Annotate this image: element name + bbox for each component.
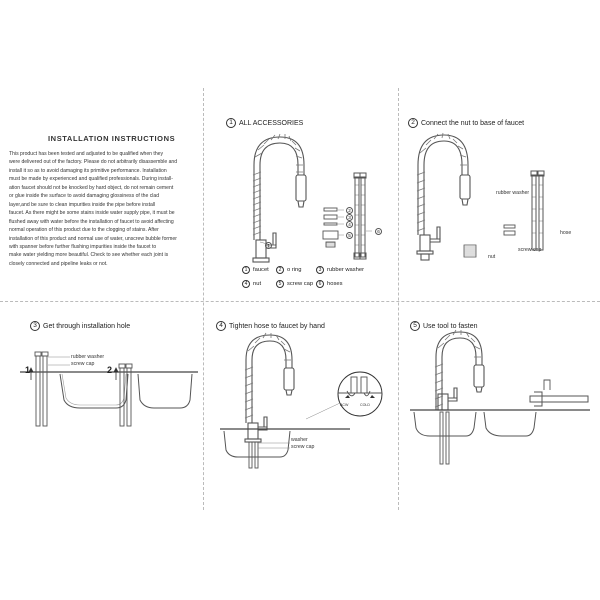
step-2-illustration xyxy=(412,135,572,265)
step-3-digit-2: 2 xyxy=(107,365,113,375)
callout-number: 3 xyxy=(346,214,353,221)
parts-stack xyxy=(323,208,338,247)
step-5-heading xyxy=(410,321,477,331)
legend-number: 4 xyxy=(242,280,250,288)
legend-item xyxy=(242,280,261,288)
divider-vertical-1 xyxy=(203,88,204,510)
instructions-line: installation of this product and normal use of water, unscrew bubble former xyxy=(9,235,177,242)
step-2-heading xyxy=(408,118,524,128)
legend-label: screw cap xyxy=(287,281,314,287)
detail-label-left: ACW xyxy=(340,403,349,407)
step-number: 4 xyxy=(216,321,226,331)
step-3-heading xyxy=(30,321,130,331)
legend-number: 5 xyxy=(276,280,284,288)
legend-item xyxy=(316,280,342,288)
label-screw-cap: screw cap xyxy=(518,247,542,253)
instructions-line: make water yielding more beautiful. Check to see whether each joint is xyxy=(9,252,169,259)
instructions-line: This product has been tested and adjusted to be qualified when they xyxy=(9,151,164,157)
step-number: 2 xyxy=(408,118,418,128)
label-washer: washer xyxy=(291,437,308,443)
instructions-line: flushed away with water before the installation of faucet to avoid affecting xyxy=(9,218,174,225)
legend-number: 2 xyxy=(276,266,284,274)
callout-number: 6 xyxy=(375,228,382,235)
accessories-illustration xyxy=(220,135,390,265)
instructions-line: must be made by experienced and qualified professionals. During install- xyxy=(9,176,173,183)
legend-label: faucet xyxy=(253,267,269,273)
step-title: Get through installation hole xyxy=(43,322,131,330)
instructions-line: normal operation of this product due to the clogging of stains. After xyxy=(9,227,159,234)
step-number: 5 xyxy=(410,321,420,331)
label-nut: nut xyxy=(488,254,496,260)
callout-number: 5 xyxy=(346,232,353,239)
label-screw-cap: screw cap xyxy=(291,444,315,450)
divider-vertical-2 xyxy=(398,88,399,510)
step-5-illustration xyxy=(410,332,592,467)
step-3-digit-1: 1 xyxy=(25,365,31,375)
step-4-heading xyxy=(216,321,325,331)
step-title: Connect the nut to base of faucet xyxy=(421,119,525,127)
instructions-line: faucet. As there might be some stains inside water supply pipe, it must be xyxy=(9,210,175,217)
legend-label: rubber washer xyxy=(327,267,365,273)
step-title: ALL ACCESSORIES xyxy=(239,119,304,127)
callout-number: 1 xyxy=(265,242,272,249)
legend-item xyxy=(316,266,364,274)
step-1-heading xyxy=(226,118,303,128)
instructions-line: with spanner before further flushing impurities inside the faucet to xyxy=(9,243,157,250)
legend-number: 6 xyxy=(316,280,324,288)
label-rubber-washer: rubber washer xyxy=(496,190,530,196)
hoses-drawing xyxy=(354,173,366,259)
instructions-body xyxy=(9,150,194,268)
callout-number: 4 xyxy=(346,221,353,228)
detail-label-right: COLD xyxy=(360,403,370,407)
step-number: 3 xyxy=(30,321,40,331)
instructions-line: or glue inside the surface to avoid damaging glossiness of the clad xyxy=(9,193,160,200)
faucet-drawing xyxy=(253,134,306,262)
legend-label: o ring xyxy=(287,267,302,273)
instructions-line: layer,and be sure to clean impurities inside the pipe before install xyxy=(9,201,156,208)
legend-number: 1 xyxy=(242,266,250,274)
instructions-line: install it so as to avoid damaging its primitive performance. Installation xyxy=(9,167,167,174)
legend-item xyxy=(242,266,269,274)
legend-item xyxy=(276,266,302,274)
label-screw-cap: screw cap xyxy=(71,361,95,367)
step-title: Use tool to fasten xyxy=(423,322,478,330)
callout-number: 2 xyxy=(346,207,353,214)
instructions-line: ation faucet should not be knocked by hard object, do not remain cement xyxy=(9,184,174,191)
step-number: 1 xyxy=(226,118,236,128)
legend-item xyxy=(276,280,313,288)
instructions-title: INSTALLATION INSTRUCTIONS xyxy=(48,134,176,143)
instructions-line: closely connected and pipeline leaks or not. xyxy=(9,260,108,267)
legend-label: hoses xyxy=(327,281,343,287)
instructions-line: were delivered out of the factory. Please do not arbitrarily disassemble and xyxy=(9,159,178,166)
label-hose: hose xyxy=(560,230,572,236)
label-rubber-washer: rubber washer xyxy=(71,354,105,360)
step-3-illustration xyxy=(20,350,200,430)
divider-horizontal xyxy=(0,301,600,302)
step-title: Tighten hose to faucet by hand xyxy=(229,322,325,330)
legend-number: 3 xyxy=(316,266,324,274)
legend-label: nut xyxy=(253,281,262,287)
